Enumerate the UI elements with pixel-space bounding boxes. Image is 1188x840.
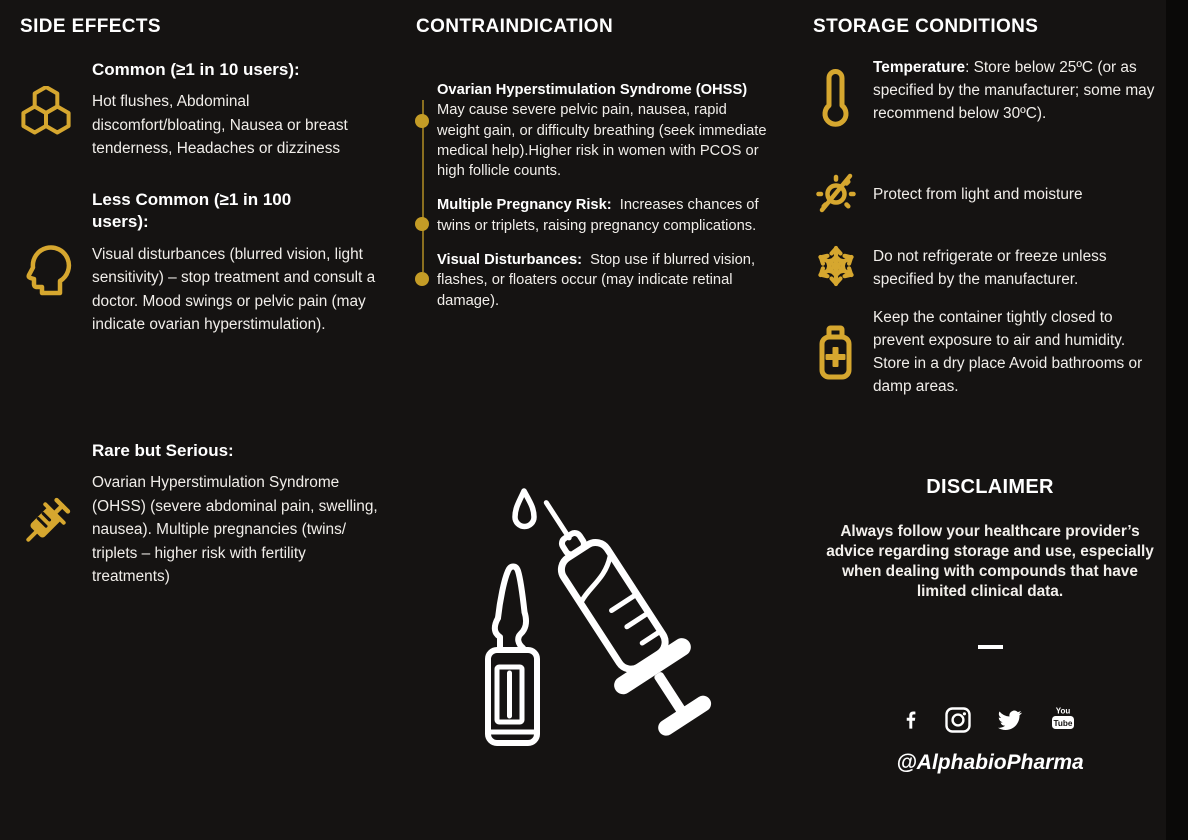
storage-item-temperature — [813, 56, 1157, 135]
syringe — [509, 480, 720, 746]
thermometer-icon — [813, 56, 873, 135]
facebook-icon[interactable] — [903, 706, 919, 734]
divider-dash — [978, 645, 1003, 649]
disclaimer-title: DISCLAIMER — [926, 476, 1054, 498]
side-effect-body: Hot flushes, Abdominal discomfort/bloating, Nausea or breast tenderness, Headaches or dizziness — [92, 93, 348, 158]
side-effect-body: Ovarian Hyperstimulation Syndrome (OHSS) (severe abdominal pain, swelling, nausea). Multiple pregnancies (twins/ triplets – higher risk with fertility treatments) — [92, 474, 378, 586]
storage-body: Keep the container tightly closed to prevent exposure to air and humidity. Store in a dry place Avoid bathrooms or damp areas. — [873, 309, 1143, 396]
contraindication-body: Increases chances of twins or triplets, raising pregnancy complications. — [437, 197, 759, 234]
storage-heading: Temperature — [873, 59, 966, 76]
timeline-dot — [415, 114, 429, 128]
side-effect-body: Visual disturbances (blurred vision, light sensitivity) – stop treatment and consult a doctor. Mood swings or pelvic pain (may indicate ovarian hyperstimulation). — [92, 245, 376, 334]
side-effect-heading: Less Common (≥1 in 100 users): — [92, 190, 292, 232]
ampoule — [488, 567, 537, 744]
ampoule-and-syringe-illustration — [476, 480, 720, 775]
disclaimer-body: Always follow your healthcare provider’s advice regarding storage and use, especially when dealing with compounds that have limited clinical data. — [826, 523, 1154, 601]
side-effect-heading: Common (≥1 in 10 users): — [92, 60, 300, 79]
droplet — [515, 491, 534, 527]
storage-section — [813, 16, 1161, 396]
storage-title: STORAGE CONDITIONS — [813, 16, 1039, 37]
contraindication-heading: Ovarian Hyperstimulation Syndrome (OHSS) — [437, 82, 748, 98]
snowflake-icon — [813, 243, 873, 294]
storage-item-light — [813, 166, 1157, 224]
contraindication-item-ohss — [416, 80, 768, 181]
side-effect-item-rare — [20, 440, 378, 588]
social-icons-row — [820, 705, 1160, 735]
contraindication-section — [416, 16, 768, 325]
honeycomb-icon — [20, 59, 92, 161]
contraindication-body: Stop use if blurred vision, flashes, or floaters occur (may indicate retinal damage). — [437, 251, 756, 309]
contraindication-body: May cause severe pelvic pain, nausea, rapid weight gain, or difficulty breathing (seek immediate medical help).Higher risk in women with PCOS or high follicle counts. — [437, 102, 767, 180]
social-handle: @AlphabioPharma — [896, 751, 1084, 775]
contraindication-item-pregnancy-risk — [416, 195, 768, 236]
side-effects-section — [20, 16, 382, 586]
storage-body: Protect from light and moisture — [873, 186, 1083, 204]
twitter-icon[interactable] — [997, 708, 1023, 732]
side-effect-heading: Rare but Serious: — [92, 441, 234, 460]
svg-text:Tube: Tube — [1053, 718, 1073, 728]
no-sunlight-icon — [813, 170, 873, 221]
head-profile-icon — [20, 189, 92, 337]
contraindication-heading: Multiple Pregnancy Risk: — [437, 197, 612, 214]
storage-body: Do not refrigerate or freeze unless specified by the manufacturer. — [873, 247, 1107, 288]
svg-text:You: You — [1055, 706, 1071, 716]
syringe-icon — [20, 440, 92, 588]
storage-item-refrigeration — [813, 238, 1157, 298]
side-effect-item-less-common — [20, 189, 378, 337]
youtube-icon[interactable] — [1049, 705, 1077, 735]
timeline-dot — [415, 272, 429, 286]
side-effect-item-common — [20, 59, 378, 161]
contraindication-item-visual — [416, 250, 768, 311]
storage-body: : Store below 25ºC (or as specified by the manufacturer; some may recommend below 30ºC). — [873, 59, 1155, 123]
medicine-bottle-icon — [813, 306, 873, 398]
disclaimer-section — [820, 460, 1160, 775]
instagram-icon[interactable] — [945, 707, 971, 733]
side-effects-title: SIDE EFFECTS — [20, 16, 161, 37]
contraindication-heading: Visual Disturbances: — [437, 251, 583, 268]
contraindication-title: CONTRAINDICATION — [416, 16, 614, 37]
storage-item-container — [813, 306, 1157, 398]
timeline-dot — [415, 217, 429, 231]
right-edge-strip — [1166, 0, 1188, 840]
